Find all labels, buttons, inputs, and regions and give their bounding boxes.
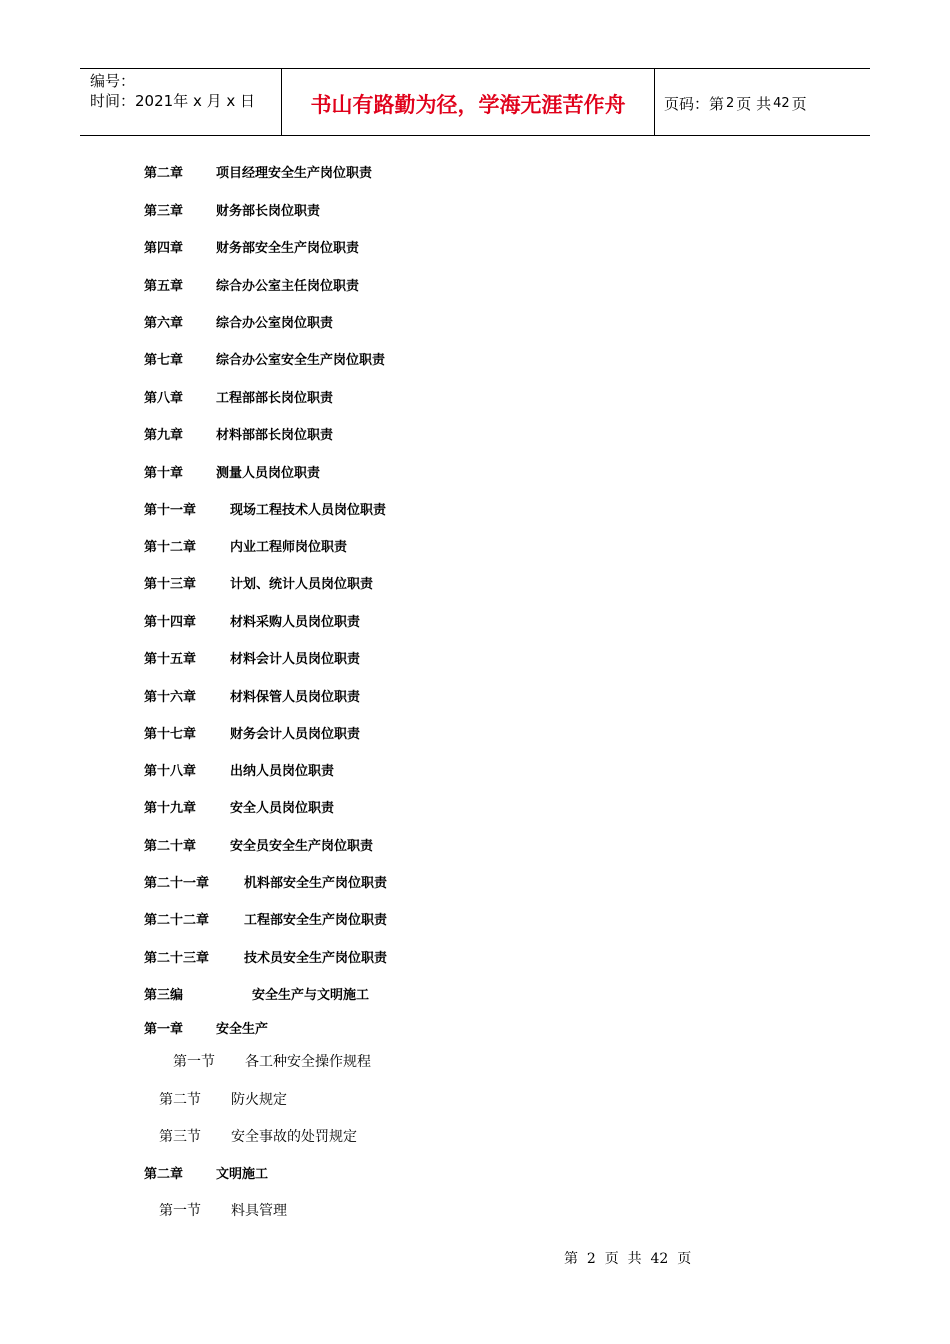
chapter-title: 安全员安全生产岗位职责: [230, 839, 374, 854]
chapter-number: 第二章: [144, 1167, 184, 1182]
chapter-number: 第八章: [144, 391, 184, 406]
chapter-number: 第二十二章: [144, 913, 210, 928]
chapter-title: 财务部长岗位职责: [216, 204, 321, 219]
chapter-title: 材料保管人员岗位职责: [230, 690, 361, 705]
chapter-title: 材料会计人员岗位职责: [230, 652, 361, 667]
chapter-title: 综合办公室安全生产岗位职责: [216, 353, 386, 368]
chapter-title: 计划、统计人员岗位职责: [230, 577, 374, 592]
header-meta: [80, 69, 282, 135]
document-date: 时间：2021年 x 月 x 日: [90, 92, 256, 110]
section-number: 第一节: [173, 1054, 215, 1070]
chapter-title: 工程部安全生产岗位职责: [244, 913, 388, 928]
header-motto: 书山有路勤为径，学海无涯苦作舟: [310, 93, 626, 117]
chapter-title: 测量人员岗位职责: [216, 466, 321, 481]
section-number: 第二节: [159, 1092, 201, 1108]
chapter-number: 第十三章: [144, 577, 197, 592]
chapter-title: 项目经理安全生产岗位职责: [216, 166, 373, 181]
chapter-number: 第十八章: [144, 764, 197, 779]
header-motto-cell: [282, 69, 655, 135]
section-number: 第一节: [159, 1203, 201, 1219]
chapter-title: 内业工程师岗位职责: [230, 540, 348, 555]
chapter-number: 第十五章: [144, 652, 197, 667]
section-number: 第三节: [159, 1129, 201, 1145]
chapter-number: 第十二章: [144, 540, 197, 555]
chapter-number: 第二章: [144, 166, 184, 181]
chapter-title: 材料部部长岗位职责: [216, 428, 334, 443]
page-footer: 第 2 页 共 42 页: [564, 1251, 692, 1267]
section-title: 防火规定: [231, 1092, 287, 1108]
header-page-info: 页码：第 2 页 共 42 页: [664, 94, 807, 113]
section-title: 各工种安全操作规程: [245, 1054, 371, 1070]
section-title: 安全事故的处罚规定: [231, 1129, 357, 1145]
chapter-number: 第一章: [144, 1022, 184, 1037]
chapter-number: 第十章: [144, 466, 184, 481]
chapter-title: 出纳人员岗位职责: [230, 764, 335, 779]
chapter-number: 第三章: [144, 204, 184, 219]
chapter-title: 文明施工: [216, 1167, 269, 1182]
chapter-number: 第七章: [144, 353, 184, 368]
chapter-title: 财务会计人员岗位职责: [230, 727, 361, 742]
chapter-title: 技术员安全生产岗位职责: [244, 951, 388, 966]
chapter-title: 材料采购人员岗位职责: [230, 615, 361, 630]
chapter-number: 第二十一章: [144, 876, 210, 891]
chapter-title: 工程部部长岗位职责: [216, 391, 334, 406]
chapter-number: 第六章: [144, 316, 184, 331]
page-header: [80, 68, 870, 136]
chapter-title: 安全人员岗位职责: [230, 801, 335, 816]
chapter-title: 机料部安全生产岗位职责: [244, 876, 388, 891]
chapter-number: 第十七章: [144, 727, 197, 742]
chapter-number: 第九章: [144, 428, 184, 443]
chapter-number: 第二十章: [144, 839, 197, 854]
current-page-number: 2: [726, 95, 735, 111]
section-title: 料具管理: [231, 1203, 287, 1219]
chapter-number: 第十六章: [144, 690, 197, 705]
total-page-number: 42: [773, 95, 790, 111]
chapter-number: 第五章: [144, 279, 184, 294]
document-number: 编号：: [90, 72, 136, 90]
chapter-number: 第二十三章: [144, 951, 210, 966]
chapter-number: 第十一章: [144, 503, 197, 518]
chapter-title: 现场工程技术人员岗位职责: [230, 503, 387, 518]
chapter-title: 综合办公室主任岗位职责: [216, 279, 360, 294]
chapter-title: 财务部安全生产岗位职责: [216, 241, 360, 256]
part-number: 第三编: [144, 988, 184, 1003]
chapter-number: 第十四章: [144, 615, 197, 630]
chapter-title: 安全生产: [216, 1022, 269, 1037]
chapter-title: 综合办公室岗位职责: [216, 316, 334, 331]
chapter-number: 第十九章: [144, 801, 197, 816]
chapter-number: 第四章: [144, 241, 184, 256]
part-title: 安全生产与文明施工: [252, 988, 370, 1003]
